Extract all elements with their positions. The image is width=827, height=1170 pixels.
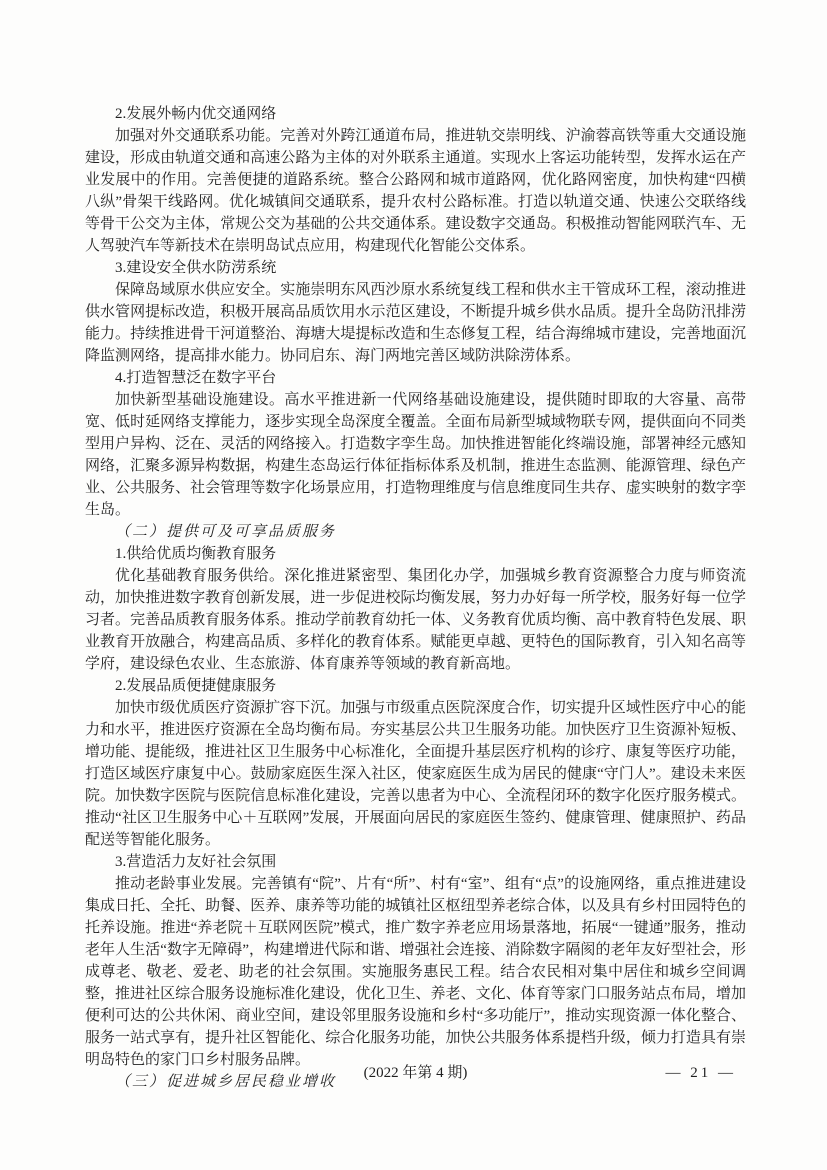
page-number: — 21 — [665, 1065, 736, 1081]
issue-label: (2022 年第 4 期) [363, 1065, 468, 1081]
document-paragraph: 推动老龄事业发展。完善镇有“院”、片有“所”、村有“室”、组有“点”的设施网络，重点推进建设集成日托、全托、助餐、医养、康养等功能的城镇社区枢纽型养老综合体，以及具有乡村田园特色的托养设施。推进“养老院＋互联网医院”模式，推广数字养老应用场景落地，拓展“一键通”服务，推动老年人生活“数字无障碍”，构建增进代际和谐、增强社会连接、消除数字隔阂的老年友好型社会，形成尊老、敬老、爱老、助老的社会氛围。实施服务惠民工程。结合农民相对集中居住和城乡空间调整，推进社区综合服务设施标准化建设，优化卫生、养老、文化、体育等家门口服务站点布局，增加便利可达的公共休闲、商业空间，建设邻里服务设施和乡村“多功能厅”，推动实现资源一体化整合、服务一站式享有，提升社区智能化、综合化服务功能，加快公共服务体系提档升级，倾力打造具有崇明岛特色的家门口乡村服务品牌。 [85, 876, 746, 1068]
document-paragraph: 加强对外交通联系功能。完善对外跨江通道布局，推进轨交崇明线、沪渝蓉高铁等重大交通设施建设，形成由轨道交通和高速公路为主体的对外联系主通道。实现水上客运功能转型，发挥水运在产业发展中的作用。完善便捷的道路系统。整合公路网和城市道路网，优化路网密度，加快构建“四横八纵”骨架干线路网。优化城镇间交通联系，提升农村公路标准。打造以轨道交通、快速公交联络线等骨干公交为主体，常规公交为基础的公共交通体系。建设数字交通岛。积极推动智能网联汽车、无人驾驶汽车等新技术在崇明岛试点应用，构建现代化智能公交体系。 [85, 128, 746, 254]
section-heading: 1.供给优质均衡教育服务 [115, 546, 277, 562]
document-paragraph: 保障岛域原水供应安全。实施崇明东风西沙原水系统复线工程和供水主干管成环工程，滚动推进供水管网提标改造，积极开展高品质饮用水示范区建设，不断提升城乡供水品质。提升全岛防汛排涝能力。持续推进骨干河道整治、海塘大堤提标改造和生态修复工程，结合海绵城市建设，完善地面沉降监测网络，提高排水能力。协同启东、海门两地完善区域防洪除涝体系。 [85, 282, 746, 364]
section-heading: 2.发展外畅内优交通网络 [115, 106, 277, 122]
section-heading: 3.建设安全供水防涝系统 [115, 260, 277, 276]
document-paragraph: 加快新型基础设施建设。高水平推进新一代网络基础设施建设，提供随时即取的大容量、高带宽、低时延网络支撑能力，逐步实现全岛深度全覆盖。全面布局新型城域物联专网，提供面向不同类型用户异构、泛在、灵活的网络接入。打造数字孪生岛。加快推进智能化终端设施，部署神经元感知网络，汇聚多源异构数据，构建生态岛运行体征指标体系及机制，推进生态监测、能源管理、绿色产业、公共服务、社会管理等数字化场景应用，打造物理维度与信息维度同生共存、虚实映射的数字孪生岛。 [85, 392, 746, 518]
document-paragraph: 优化基础教育服务供给。深化推进紧密型、集团化办学，加强城乡教育资源整合力度与师资流动，加快推进数字教育创新发展，进一步促进校际均衡发展，努力办好每一所学校，服务好每一位学习者。完善品质教育服务体系。推动学前教育幼托一体、义务教育优质均衡、高中教育特色发展、职业教育开放融合，构建高品质、多样化的教育体系。赋能更卓越、更特色的国际教育，引入知名高等学府，建设绿色农业、生态旅游、体育康养等领域的教育新高地。 [85, 568, 746, 672]
page-footer [85, 1062, 746, 1084]
section-heading: 2.发展品质便捷健康服务 [115, 678, 277, 694]
subsection-heading: （三）促进城乡居民稳业增收 [115, 1074, 337, 1090]
section-heading: 4.打造智慧泛在数字平台 [115, 370, 277, 386]
document-body [85, 103, 746, 1093]
section-heading: 3.营造活力友好社会氛围 [115, 854, 277, 870]
subsection-heading: （二）提供可及可享品质服务 [115, 524, 337, 540]
document-paragraph: 加快市级优质医疗资源扩容下沉。加强与市级重点医院深度合作，切实提升区域性医疗中心的能力和水平，推进医疗资源在全岛均衡布局。夯实基层公共卫生服务功能。加快医疗卫生资源补短板、增功能、提能级，推进社区卫生服务中心标准化，全面提升基层医疗机构的诊疗、康复等医疗功能，打造区域医疗康复中心。鼓励家庭医生深入社区，使家庭医生成为居民的健康“守门人”。建设未来医院。加快数字医院与医院信息标准化建设，完善以患者为中心、全流程闭环的数字化医疗服务模式。推动“社区卫生服务中心＋互联网”发展，开展面向居民的家庭医生签约、健康管理、健康照护、药品配送等智能化服务。 [85, 700, 746, 848]
